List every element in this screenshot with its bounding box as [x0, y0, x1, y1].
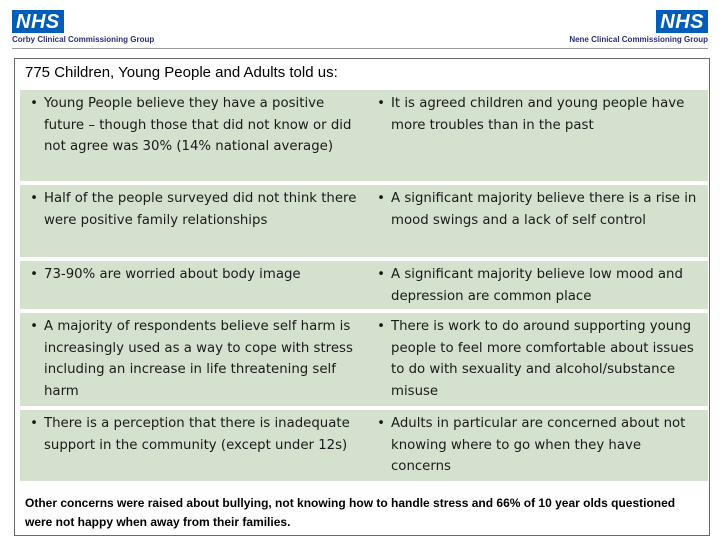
table-row — [20, 313, 708, 406]
header-divider — [12, 48, 708, 49]
bullet-icon: • — [377, 319, 385, 335]
bullet-icon: • — [377, 416, 385, 432]
finding-text: A majority of respondents believe self harm is increasingly used as a way to cope with stress including an increase in life threatening self harm — [44, 319, 353, 399]
nene-ccg-name: Nene Clinical Commissioning Group — [569, 35, 708, 44]
bullet-icon: • — [30, 267, 38, 282]
page-title: 775 Children, Young People and Adults told us: — [25, 64, 338, 81]
table-row — [20, 410, 708, 481]
finding-cell — [367, 185, 708, 257]
corby-ccg-name: Corby Clinical Commissioning Group — [12, 35, 155, 44]
finding-cell — [20, 261, 367, 309]
nene-ccg-logo — [569, 10, 708, 44]
finding-text: Young People believe they have a positive future – though those that did not know or did not agree was 30% (14% national average) — [44, 96, 352, 155]
finding-text: Adults in particular are concerned about not knowing where to go when they have concerns — [391, 416, 686, 475]
finding-cell — [20, 410, 367, 481]
finding-cell — [367, 313, 708, 406]
finding-text: A significant majority believe low mood and depression are common place — [391, 267, 683, 304]
finding-text: There is work to do around supporting young people to feel more comfortable about issues to do with sexuality and alcohol/substance misuse — [391, 319, 694, 399]
finding-text: A significant majority believe there is a rise in mood swings and a lack of self control — [391, 191, 697, 228]
finding-text: It is agreed children and young people have more troubles than in the past — [391, 96, 685, 133]
finding-cell — [367, 261, 708, 309]
bullet-icon: • — [377, 191, 385, 206]
finding-cell — [20, 90, 367, 181]
bullet-icon: • — [377, 96, 385, 111]
bullet-icon: • — [30, 416, 38, 432]
other-concerns-note: Other concerns were raised about bullying, not knowing how to handle stress and 66% of 10 year olds questioned were not happy when away from their families. — [25, 496, 676, 529]
finding-text: Half of the people surveyed did not think there were positive family relationships — [44, 191, 357, 228]
bullet-icon: • — [30, 96, 38, 111]
finding-cell — [20, 185, 367, 257]
table-row — [20, 261, 708, 309]
finding-cell — [367, 90, 708, 181]
bullet-icon: • — [377, 267, 385, 282]
finding-cell — [20, 313, 367, 406]
corby-ccg-logo — [12, 10, 154, 44]
table-row — [20, 185, 708, 257]
findings-table — [20, 86, 708, 485]
table-row — [20, 90, 708, 181]
bullet-icon: • — [30, 191, 38, 206]
bullet-icon: • — [30, 319, 38, 335]
finding-text: There is a perception that there is inadequate support in the community (except under 12s) — [44, 416, 350, 453]
nhs-logo: NHS — [656, 10, 708, 33]
nhs-logo: NHS — [12, 10, 64, 33]
finding-text: 73-90% are worried about body image — [44, 267, 301, 282]
finding-cell — [367, 410, 708, 481]
